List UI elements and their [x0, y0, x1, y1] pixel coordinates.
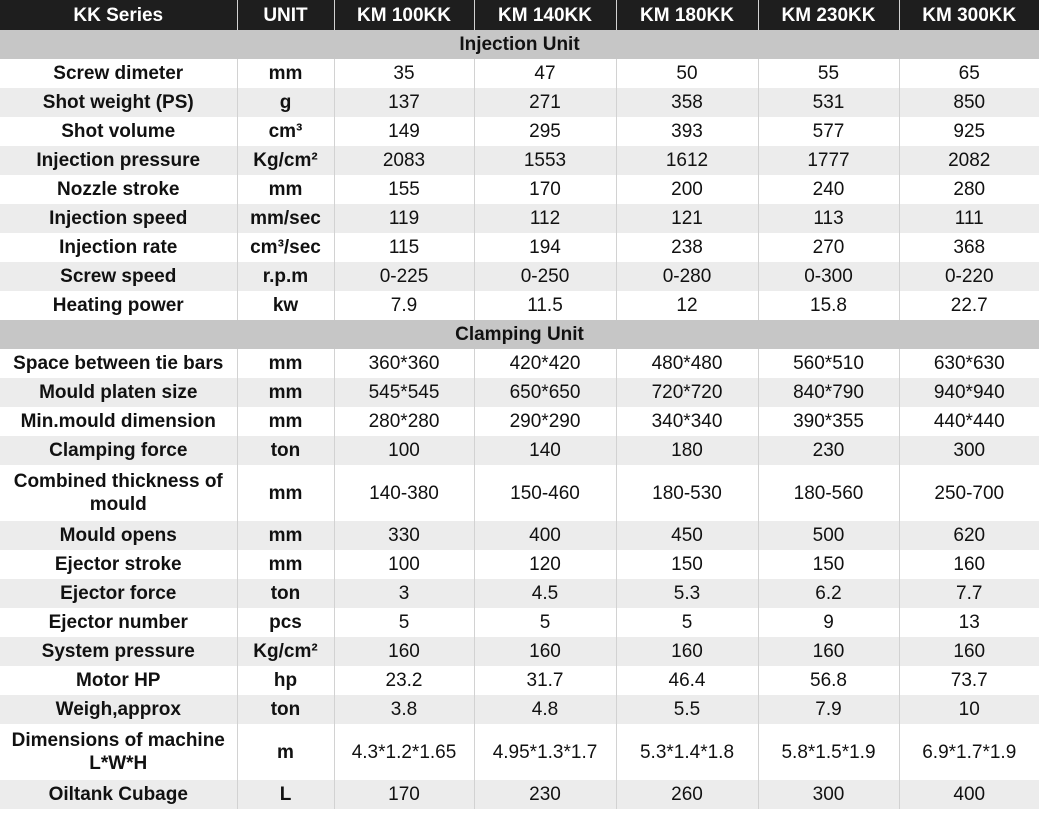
value-cell: 160 — [899, 550, 1039, 579]
value-cell: 925 — [899, 117, 1039, 146]
value-cell: 0-220 — [899, 262, 1039, 291]
value-cell: 0-280 — [616, 262, 758, 291]
value-cell: 111 — [899, 204, 1039, 233]
value-cell: 121 — [616, 204, 758, 233]
value-cell: 358 — [616, 88, 758, 117]
value-cell: 850 — [899, 88, 1039, 117]
value-cell: 4.8 — [474, 695, 616, 724]
value-cell: 238 — [616, 233, 758, 262]
value-cell: 150-460 — [474, 465, 616, 521]
table-row — [0, 695, 1039, 724]
value-cell: 137 — [334, 88, 474, 117]
parameter-label: Weigh,approx — [0, 695, 237, 724]
value-cell: 2083 — [334, 146, 474, 175]
value-cell: 140-380 — [334, 465, 474, 521]
value-cell: 46.4 — [616, 666, 758, 695]
value-cell: 113 — [758, 204, 899, 233]
table-row — [0, 579, 1039, 608]
value-cell: 230 — [474, 780, 616, 809]
value-cell: 160 — [899, 637, 1039, 666]
parameter-label: Injection pressure — [0, 146, 237, 175]
table-row — [0, 262, 1039, 291]
value-cell: 200 — [616, 175, 758, 204]
value-cell: 280 — [899, 175, 1039, 204]
value-cell: 340*340 — [616, 407, 758, 436]
value-cell: 1553 — [474, 146, 616, 175]
unit-cell: cm³ — [237, 117, 334, 146]
value-cell: 9 — [758, 608, 899, 637]
value-cell: 720*720 — [616, 378, 758, 407]
value-cell: 300 — [899, 436, 1039, 465]
value-cell: 280*280 — [334, 407, 474, 436]
value-cell: 35 — [334, 59, 474, 88]
value-cell: 65 — [899, 59, 1039, 88]
value-cell: 50 — [616, 59, 758, 88]
section-title: Clamping Unit — [0, 320, 1039, 349]
value-cell: 194 — [474, 233, 616, 262]
parameter-label: Motor HP — [0, 666, 237, 695]
parameter-label: Shot volume — [0, 117, 237, 146]
value-cell: 650*650 — [474, 378, 616, 407]
value-cell: 160 — [616, 637, 758, 666]
value-cell: 13 — [899, 608, 1039, 637]
model-header: KM 100KK — [334, 0, 474, 30]
unit-cell: mm/sec — [237, 204, 334, 233]
value-cell: 5 — [334, 608, 474, 637]
value-cell: 6.2 — [758, 579, 899, 608]
value-cell: 271 — [474, 88, 616, 117]
table-row — [0, 666, 1039, 695]
value-cell: 155 — [334, 175, 474, 204]
value-cell: 5 — [474, 608, 616, 637]
table-row — [0, 724, 1039, 780]
value-cell: 300 — [758, 780, 899, 809]
model-header: KM 140KK — [474, 0, 616, 30]
value-cell: 119 — [334, 204, 474, 233]
value-cell: 400 — [474, 521, 616, 550]
table-row — [0, 550, 1039, 579]
unit-cell: ton — [237, 695, 334, 724]
unit-cell: ton — [237, 436, 334, 465]
value-cell: 450 — [616, 521, 758, 550]
value-cell: 5.8*1.5*1.9 — [758, 724, 899, 780]
value-cell: 368 — [899, 233, 1039, 262]
value-cell: 940*940 — [899, 378, 1039, 407]
table-body — [0, 30, 1039, 809]
parameter-label: Oiltank Cubage — [0, 780, 237, 809]
unit-cell: hp — [237, 666, 334, 695]
table-row — [0, 407, 1039, 436]
value-cell: 1612 — [616, 146, 758, 175]
table-row — [0, 349, 1039, 378]
value-cell: 170 — [474, 175, 616, 204]
value-cell: 47 — [474, 59, 616, 88]
value-cell: 31.7 — [474, 666, 616, 695]
parameter-label: Injection rate — [0, 233, 237, 262]
value-cell: 531 — [758, 88, 899, 117]
unit-cell: cm³/sec — [237, 233, 334, 262]
value-cell: 5.3*1.4*1.8 — [616, 724, 758, 780]
parameter-label: Space between tie bars — [0, 349, 237, 378]
value-cell: 577 — [758, 117, 899, 146]
value-cell: 73.7 — [899, 666, 1039, 695]
value-cell: 7.9 — [758, 695, 899, 724]
value-cell: 1777 — [758, 146, 899, 175]
parameter-label: Ejector force — [0, 579, 237, 608]
value-cell: 480*480 — [616, 349, 758, 378]
value-cell: 0-300 — [758, 262, 899, 291]
table-row — [0, 233, 1039, 262]
table-row — [0, 608, 1039, 637]
value-cell: 100 — [334, 550, 474, 579]
value-cell: 150 — [758, 550, 899, 579]
value-cell: 3.8 — [334, 695, 474, 724]
value-cell: 23.2 — [334, 666, 474, 695]
value-cell: 390*355 — [758, 407, 899, 436]
parameter-label: Screw speed — [0, 262, 237, 291]
unit-cell: mm — [237, 175, 334, 204]
table-row — [0, 59, 1039, 88]
value-cell: 4.3*1.2*1.65 — [334, 724, 474, 780]
value-cell: 120 — [474, 550, 616, 579]
table-row — [0, 204, 1039, 233]
value-cell: 360*360 — [334, 349, 474, 378]
model-header: KM 180KK — [616, 0, 758, 30]
parameter-label: Ejector number — [0, 608, 237, 637]
unit-cell: Kg/cm² — [237, 146, 334, 175]
value-cell: 630*630 — [899, 349, 1039, 378]
parameter-label: Mould opens — [0, 521, 237, 550]
value-cell: 115 — [334, 233, 474, 262]
value-cell: 7.9 — [334, 291, 474, 320]
parameter-label: Mould platen size — [0, 378, 237, 407]
table-row — [0, 117, 1039, 146]
parameter-label: Min.mould dimension — [0, 407, 237, 436]
table-row — [0, 146, 1039, 175]
parameter-label: Combined thickness of mould — [0, 465, 237, 521]
unit-cell: mm — [237, 465, 334, 521]
value-cell: 22.7 — [899, 291, 1039, 320]
value-cell: 393 — [616, 117, 758, 146]
value-cell: 140 — [474, 436, 616, 465]
table-row — [0, 521, 1039, 550]
series-header: KK Series — [0, 0, 237, 30]
unit-cell: mm — [237, 378, 334, 407]
table-row — [0, 436, 1039, 465]
value-cell: 170 — [334, 780, 474, 809]
value-cell: 5.3 — [616, 579, 758, 608]
value-cell: 400 — [899, 780, 1039, 809]
parameter-label: Ejector stroke — [0, 550, 237, 579]
model-header: KM 230KK — [758, 0, 899, 30]
section-injection-unit — [0, 30, 1039, 59]
unit-cell: mm — [237, 59, 334, 88]
table-row — [0, 465, 1039, 521]
value-cell: 330 — [334, 521, 474, 550]
value-cell: 56.8 — [758, 666, 899, 695]
value-cell: 15.8 — [758, 291, 899, 320]
parameter-label: Screw dimeter — [0, 59, 237, 88]
model-header: KM 300KK — [899, 0, 1039, 30]
value-cell: 180-560 — [758, 465, 899, 521]
unit-cell: Kg/cm² — [237, 637, 334, 666]
parameter-label: Heating power — [0, 291, 237, 320]
table-row — [0, 637, 1039, 666]
unit-cell: mm — [237, 407, 334, 436]
unit-cell: mm — [237, 550, 334, 579]
value-cell: 230 — [758, 436, 899, 465]
unit-cell: m — [237, 724, 334, 780]
value-cell: 545*545 — [334, 378, 474, 407]
section-title: Injection Unit — [0, 30, 1039, 59]
table-row — [0, 780, 1039, 809]
parameter-label: Injection speed — [0, 204, 237, 233]
table-row — [0, 378, 1039, 407]
value-cell: 620 — [899, 521, 1039, 550]
value-cell: 3 — [334, 579, 474, 608]
value-cell: 270 — [758, 233, 899, 262]
value-cell: 560*510 — [758, 349, 899, 378]
value-cell: 100 — [334, 436, 474, 465]
parameter-label: Nozzle stroke — [0, 175, 237, 204]
value-cell: 160 — [334, 637, 474, 666]
table-header — [0, 0, 1039, 30]
value-cell: 11.5 — [474, 291, 616, 320]
value-cell: 2082 — [899, 146, 1039, 175]
value-cell: 12 — [616, 291, 758, 320]
unit-cell: r.p.m — [237, 262, 334, 291]
value-cell: 149 — [334, 117, 474, 146]
unit-cell: g — [237, 88, 334, 117]
header-row — [0, 0, 1039, 30]
section-clamping-unit — [0, 320, 1039, 349]
value-cell: 7.7 — [899, 579, 1039, 608]
unit-cell: ton — [237, 579, 334, 608]
value-cell: 290*290 — [474, 407, 616, 436]
value-cell: 500 — [758, 521, 899, 550]
table-row — [0, 291, 1039, 320]
value-cell: 6.9*1.7*1.9 — [899, 724, 1039, 780]
unit-cell: kw — [237, 291, 334, 320]
unit-cell: mm — [237, 349, 334, 378]
value-cell: 0-250 — [474, 262, 616, 291]
value-cell: 840*790 — [758, 378, 899, 407]
value-cell: 160 — [474, 637, 616, 666]
value-cell: 0-225 — [334, 262, 474, 291]
value-cell: 180-530 — [616, 465, 758, 521]
value-cell: 250-700 — [899, 465, 1039, 521]
unit-cell: L — [237, 780, 334, 809]
unit-cell: pcs — [237, 608, 334, 637]
value-cell: 5 — [616, 608, 758, 637]
value-cell: 240 — [758, 175, 899, 204]
value-cell: 420*420 — [474, 349, 616, 378]
value-cell: 160 — [758, 637, 899, 666]
unit-cell: mm — [237, 521, 334, 550]
parameter-label: System pressure — [0, 637, 237, 666]
value-cell: 5.5 — [616, 695, 758, 724]
unit-header: UNIT — [237, 0, 334, 30]
table-row — [0, 175, 1039, 204]
value-cell: 440*440 — [899, 407, 1039, 436]
value-cell: 4.95*1.3*1.7 — [474, 724, 616, 780]
value-cell: 180 — [616, 436, 758, 465]
value-cell: 295 — [474, 117, 616, 146]
value-cell: 150 — [616, 550, 758, 579]
table-row — [0, 88, 1039, 117]
value-cell: 10 — [899, 695, 1039, 724]
parameter-label: Shot weight (PS) — [0, 88, 237, 117]
value-cell: 260 — [616, 780, 758, 809]
value-cell: 4.5 — [474, 579, 616, 608]
value-cell: 112 — [474, 204, 616, 233]
value-cell: 55 — [758, 59, 899, 88]
parameter-label: Dimensions of machine L*W*H — [0, 724, 237, 780]
parameter-label: Clamping force — [0, 436, 237, 465]
